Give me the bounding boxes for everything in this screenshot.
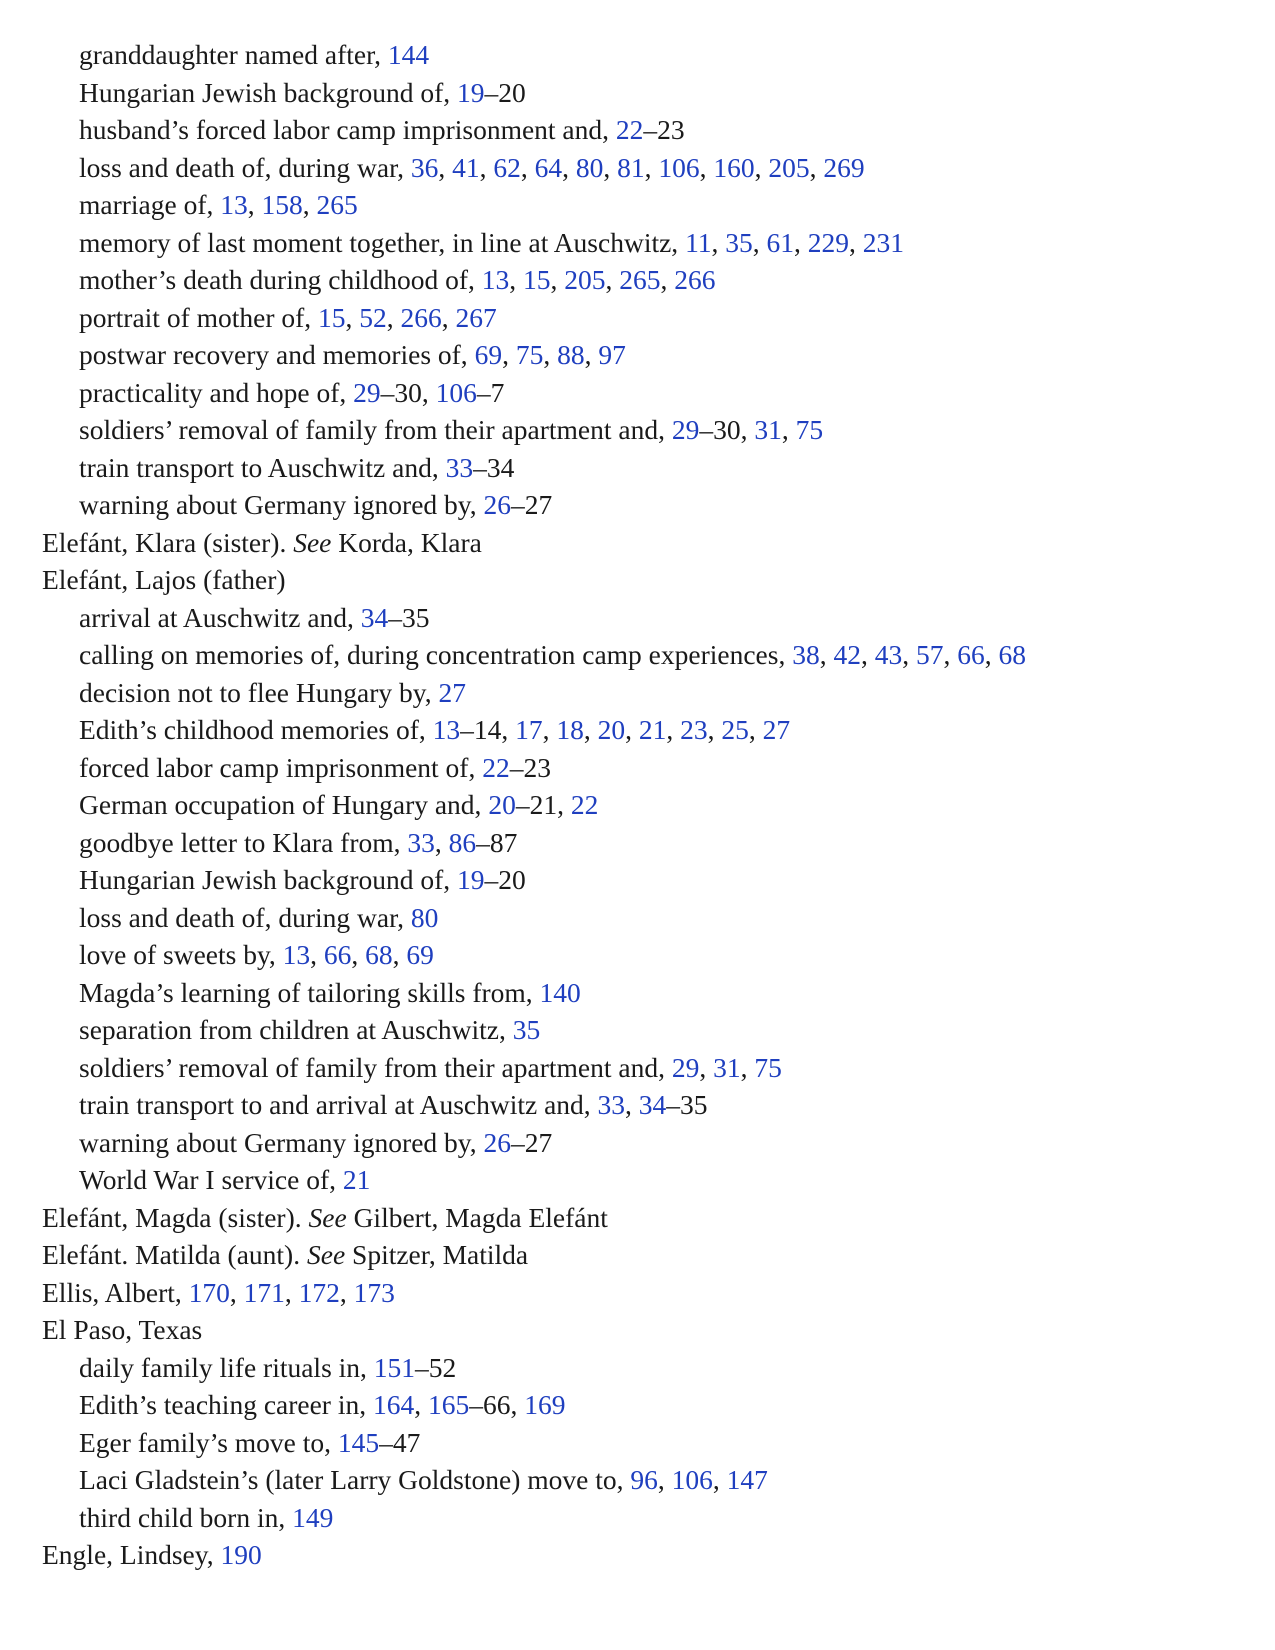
page-range-end: –23: [509, 751, 551, 783]
page-separator: ,: [479, 151, 494, 183]
entry-text: warning about Germany ignored by,: [79, 489, 484, 520]
page-separator: ,: [310, 939, 324, 970]
page-separator: ,: [657, 1464, 672, 1495]
page-link[interactable]: 15: [523, 264, 551, 295]
page-separator: ,: [438, 151, 453, 183]
index-main-entry: [42, 1199, 1242, 1237]
index-subentry: [42, 1386, 1242, 1424]
page-link[interactable]: 35: [512, 1014, 541, 1045]
page-range-end: –14: [460, 714, 502, 745]
entry-text: Edith’s teaching career in,: [79, 1389, 373, 1420]
entry-text: German occupation of Hungary and,: [79, 789, 489, 820]
page-separator: ,: [421, 376, 436, 408]
page-link[interactable]: 13: [481, 264, 510, 295]
page-link[interactable]: 26: [483, 489, 511, 520]
page-link[interactable]: 35: [725, 226, 753, 258]
index-subentry: [42, 599, 1242, 637]
page-link[interactable]: 13: [220, 189, 248, 220]
index-main-entry: [42, 1236, 1242, 1274]
see-reference-target: Korda, Klara: [331, 526, 482, 558]
page-link[interactable]: 106: [435, 376, 477, 408]
entry-text: Engle, Lindsey,: [42, 1539, 221, 1570]
index-subentry: [42, 186, 1242, 224]
page-link[interactable]: 66: [323, 939, 352, 970]
page-separator: ,: [644, 151, 659, 183]
page-link[interactable]: 25: [721, 714, 749, 745]
page-link[interactable]: 64: [534, 151, 563, 183]
entry-text: Laci Gladstein’s (later Larry Goldstone) move to,: [79, 1464, 631, 1495]
index-main-entry: [42, 1311, 1242, 1349]
page-range-end: –35: [388, 601, 430, 633]
page-link[interactable]: 66: [957, 639, 985, 670]
page-separator: ,: [543, 339, 558, 370]
page-range-end: –47: [379, 1426, 421, 1458]
page-link[interactable]: 42: [833, 639, 861, 670]
page-separator: ,: [860, 639, 875, 670]
entry-text: decision not to flee Hungary by,: [79, 676, 439, 708]
page-separator: ,: [794, 226, 808, 258]
page-link[interactable]: 88: [557, 339, 585, 370]
page-link[interactable]: 265: [316, 189, 358, 220]
page-link[interactable]: 19: [457, 76, 485, 108]
page-separator: ,: [392, 939, 407, 970]
entry-text: Elefánt, Lajos (father): [42, 564, 286, 595]
entry-text: marriage of,: [79, 189, 221, 220]
index-subentry: [42, 936, 1242, 974]
page-link[interactable]: 69: [474, 339, 503, 370]
page-separator: ,: [302, 189, 317, 220]
page-separator: ,: [562, 151, 576, 183]
page-link[interactable]: 160: [713, 151, 755, 183]
page-link[interactable]: 80: [410, 901, 439, 933]
index-subentry: [42, 111, 1242, 149]
page-separator: ,: [984, 639, 999, 670]
index-subentry: [42, 1049, 1242, 1087]
entry-text: Magda’s learning of tailoring skills from,: [79, 976, 540, 1008]
index-subentry: [42, 786, 1242, 824]
entry-text: Elefánt, Magda (sister).: [42, 1201, 309, 1233]
index-subentry: [42, 411, 1242, 449]
page-link[interactable]: 151: [373, 1351, 416, 1383]
see-reference-label: See: [293, 526, 332, 558]
page-link[interactable]: 33: [445, 451, 474, 483]
page-link[interactable]: 106: [671, 1464, 713, 1495]
index-subentry: [42, 1499, 1242, 1537]
index-list: [42, 36, 1242, 1574]
page-range-end: –66: [469, 1389, 511, 1420]
page-link[interactable]: 61: [766, 226, 795, 258]
page-range-end: –34: [473, 451, 515, 483]
index-subentry: [42, 224, 1242, 262]
page-range-end: –20: [484, 864, 526, 895]
entry-text: practicality and hope of,: [79, 376, 354, 408]
entry-text: husband’s forced labor camp imprisonment and,: [79, 114, 616, 145]
entry-text: mother’s death during childhood of,: [79, 264, 482, 295]
page-link[interactable]: 81: [617, 151, 645, 183]
page-link[interactable]: 144: [387, 39, 430, 70]
page-link[interactable]: 34: [638, 1089, 667, 1120]
page-link[interactable]: 29: [671, 414, 700, 445]
page-separator: ,: [339, 1276, 354, 1308]
index-main-entry: [42, 1274, 1242, 1312]
page-separator: ,: [520, 151, 535, 183]
page-separator: ,: [351, 939, 366, 970]
page-separator: ,: [441, 301, 456, 333]
entry-text: forced labor camp imprisonment of,: [79, 751, 483, 783]
index-subentry: [42, 1161, 1242, 1199]
index-main-entry: [42, 1536, 1242, 1574]
entry-text: train transport to Auschwitz and,: [79, 451, 446, 483]
page-link[interactable]: 170: [188, 1276, 230, 1308]
entry-text: Ellis, Albert,: [42, 1276, 189, 1308]
page-link[interactable]: 164: [372, 1389, 415, 1420]
entry-text: loss and death of, during war,: [79, 151, 411, 183]
page-separator: ,: [666, 714, 681, 745]
page-link[interactable]: 75: [515, 339, 544, 370]
page-link[interactable]: 80: [575, 151, 604, 183]
page-link[interactable]: 19: [457, 864, 485, 895]
page-range-end: –23: [643, 114, 685, 145]
page-link[interactable]: 20: [597, 714, 626, 745]
entry-text: daily family life rituals in,: [79, 1351, 374, 1383]
page-separator: ,: [943, 639, 958, 670]
page-separator: ,: [781, 414, 796, 445]
page-separator: ,: [625, 1089, 639, 1120]
entry-text: El Paso, Texas: [42, 1314, 203, 1345]
entry-text: separation from children at Auschwitz,: [79, 1014, 513, 1045]
index-subentry: [42, 486, 1242, 524]
entry-text: soldiers’ removal of family from their apartment and,: [79, 1051, 672, 1083]
page-link[interactable]: 22: [570, 789, 599, 820]
entry-text: Hungarian Jewish background of,: [79, 864, 458, 895]
page-separator: ,: [711, 226, 726, 258]
page-link[interactable]: 23: [680, 714, 708, 745]
index-subentry: [42, 374, 1242, 412]
index-subentry: [42, 449, 1242, 487]
page-link[interactable]: 26: [483, 1126, 511, 1158]
page-link[interactable]: 15: [318, 301, 346, 333]
page-separator: ,: [584, 339, 599, 370]
page-separator: ,: [284, 1276, 299, 1308]
page-link[interactable]: 147: [726, 1464, 768, 1495]
index-subentry: [42, 299, 1242, 337]
entry-text: Elefánt, Klara (sister).: [42, 526, 294, 558]
page-link[interactable]: 140: [539, 976, 581, 1008]
index-subentry: [42, 336, 1242, 374]
page-separator: ,: [699, 1051, 714, 1083]
index-subentry: [42, 636, 1242, 674]
see-reference-target: Spitzer, Matilda: [345, 1239, 529, 1270]
page-link[interactable]: 52: [359, 301, 387, 333]
entry-text: soldiers’ removal of family from their apartment and,: [79, 414, 672, 445]
page-range-end: –52: [415, 1351, 457, 1383]
page-link[interactable]: 75: [754, 1051, 782, 1083]
page-link[interactable]: 33: [407, 826, 435, 858]
see-reference-target: Gilbert, Magda Elefánt: [346, 1201, 608, 1233]
page-separator: ,: [605, 264, 620, 295]
index-subentry: [42, 824, 1242, 862]
page-link[interactable]: 205: [564, 264, 606, 295]
index-subentry: [42, 261, 1242, 299]
see-reference-label: See: [308, 1201, 347, 1233]
page-separator: ,: [434, 826, 449, 858]
page-link[interactable]: 231: [862, 226, 905, 258]
page-range-end: –30: [380, 376, 422, 408]
entry-text: third child born in,: [79, 1501, 293, 1533]
index-subentry: [42, 149, 1242, 187]
page-separator: ,: [849, 226, 863, 258]
page-separator: ,: [712, 1464, 727, 1495]
page-link[interactable]: 27: [762, 714, 791, 745]
page-separator: ,: [414, 1389, 428, 1420]
page-separator: ,: [247, 189, 262, 220]
page-separator: ,: [603, 151, 618, 183]
page-range-end: –21: [515, 789, 558, 820]
page-link[interactable]: 158: [261, 189, 303, 220]
page-separator: ,: [542, 714, 557, 745]
page-link[interactable]: 21: [638, 714, 667, 745]
page-link[interactable]: 17: [515, 714, 543, 745]
index-subentry: [42, 899, 1242, 937]
page-separator: ,: [809, 151, 824, 183]
page-link[interactable]: 33: [597, 1089, 626, 1120]
page-link[interactable]: 22: [482, 751, 510, 783]
index-subentry: [42, 974, 1242, 1012]
see-reference-label: See: [306, 1239, 346, 1270]
page-link[interactable]: 171: [243, 1276, 285, 1308]
entry-text: postwar recovery and memories of,: [79, 339, 475, 370]
entry-text: calling on memories of, during concentration camp experiences,: [79, 639, 793, 670]
page-separator: ,: [345, 301, 360, 333]
entry-text: World War I service of,: [79, 1164, 343, 1195]
entry-text: train transport to and arrival at Auschwitz and,: [79, 1089, 598, 1120]
page-separator: ,: [740, 1051, 755, 1083]
entry-text: Elefánt. Matilda (aunt).: [42, 1239, 307, 1270]
entry-text: granddaughter named after,: [79, 39, 388, 70]
page-range-end: –30: [699, 414, 741, 445]
page-separator: ,: [625, 714, 639, 745]
page-link[interactable]: 266: [674, 264, 716, 295]
index-subentry: [42, 74, 1242, 112]
page-link[interactable]: 68: [998, 639, 1026, 670]
page-link[interactable]: 97: [598, 339, 626, 370]
index-subentry: [42, 861, 1242, 899]
page-link[interactable]: 34: [360, 601, 389, 633]
page-separator: ,: [509, 264, 524, 295]
entry-text: arrival at Auschwitz and,: [79, 601, 361, 633]
index-subentry: [42, 1424, 1242, 1462]
page-range-end: –27: [511, 1126, 553, 1158]
page-separator: ,: [752, 226, 767, 258]
page-separator: ,: [583, 714, 598, 745]
entry-text: goodbye letter to Klara from,: [79, 826, 408, 858]
page-link[interactable]: 69: [406, 939, 434, 970]
page-range-end: –20: [484, 76, 526, 108]
index-subentry: [42, 1086, 1242, 1124]
page-separator: ,: [502, 339, 516, 370]
page-link[interactable]: 43: [874, 639, 903, 670]
page-separator: ,: [386, 301, 401, 333]
page-separator: ,: [699, 151, 714, 183]
page-link[interactable]: 75: [795, 414, 824, 445]
page-link[interactable]: 106: [658, 151, 700, 183]
page-separator: ,: [557, 789, 571, 820]
index-subentry: [42, 674, 1242, 712]
page-link[interactable]: 96: [630, 1464, 658, 1495]
page-link[interactable]: 31: [713, 1051, 741, 1083]
entry-text: warning about Germany ignored by,: [79, 1126, 484, 1158]
page-separator: ,: [902, 639, 916, 670]
page-separator: ,: [754, 151, 769, 183]
page-separator: ,: [707, 714, 722, 745]
page-link[interactable]: 57: [915, 639, 944, 670]
entry-text: love of sweets by,: [79, 939, 283, 970]
entry-text: memory of last moment together, in line at Auschwitz,: [79, 226, 686, 258]
index-subentry: [42, 1349, 1242, 1387]
entry-text: Edith’s childhood memories of,: [79, 714, 433, 745]
page-link[interactable]: 266: [400, 301, 442, 333]
page-link[interactable]: 145: [337, 1426, 380, 1458]
page-separator: ,: [229, 1276, 244, 1308]
page-separator: ,: [501, 714, 516, 745]
page-link[interactable]: 18: [556, 714, 584, 745]
page-link[interactable]: 169: [524, 1389, 566, 1420]
page-link[interactable]: 11: [685, 226, 712, 258]
index-subentry: [42, 1461, 1242, 1499]
entry-text: loss and death of, during war,: [79, 901, 411, 933]
page-link[interactable]: 22: [615, 114, 644, 145]
page-link[interactable]: 38: [792, 639, 820, 670]
page-link[interactable]: 265: [619, 264, 661, 295]
index-main-entry: [42, 524, 1242, 562]
page-link[interactable]: 13: [432, 714, 461, 745]
page-link[interactable]: 165: [427, 1389, 470, 1420]
page-link[interactable]: 31: [754, 414, 782, 445]
page-link[interactable]: 36: [410, 151, 439, 183]
page-link[interactable]: 269: [823, 151, 865, 183]
page-separator: ,: [510, 1389, 525, 1420]
page-link[interactable]: 229: [807, 226, 850, 258]
page-link[interactable]: 29: [671, 1051, 700, 1083]
index-subentry: [42, 36, 1242, 74]
page-range-end: –27: [511, 489, 553, 520]
page-link[interactable]: 172: [298, 1276, 340, 1308]
page-link[interactable]: 68: [365, 939, 393, 970]
index-subentry: [42, 1124, 1242, 1162]
page-link[interactable]: 86: [448, 826, 477, 858]
page-link[interactable]: 190: [220, 1539, 262, 1570]
entry-text: Eger family’s move to,: [79, 1426, 338, 1458]
page-separator: ,: [660, 264, 675, 295]
page-separator: ,: [740, 414, 755, 445]
page-link[interactable]: 62: [493, 151, 521, 183]
index-subentry: [42, 711, 1242, 749]
page-link[interactable]: 149: [292, 1501, 334, 1533]
page-link[interactable]: 29: [353, 376, 381, 408]
page-link[interactable]: 267: [455, 301, 497, 333]
entry-text: Hungarian Jewish background of,: [79, 76, 458, 108]
page-link[interactable]: 205: [768, 151, 810, 183]
page-link[interactable]: 21: [342, 1164, 371, 1195]
page-link[interactable]: 27: [438, 676, 466, 708]
page-link[interactable]: 41: [452, 151, 480, 183]
page-link[interactable]: 173: [353, 1276, 395, 1308]
page-range-end: –35: [666, 1089, 708, 1120]
page-range-end: –7: [476, 376, 505, 408]
index-subentry: [42, 1011, 1242, 1049]
page-link[interactable]: 13: [282, 939, 311, 970]
entry-text: portrait of mother of,: [79, 301, 319, 333]
page-separator: ,: [748, 714, 763, 745]
page-range-end: –87: [476, 826, 518, 858]
index-main-entry: [42, 561, 1242, 599]
page-separator: ,: [819, 639, 834, 670]
page-link[interactable]: 20: [488, 789, 516, 820]
index-subentry: [42, 749, 1242, 787]
page-separator: ,: [550, 264, 565, 295]
